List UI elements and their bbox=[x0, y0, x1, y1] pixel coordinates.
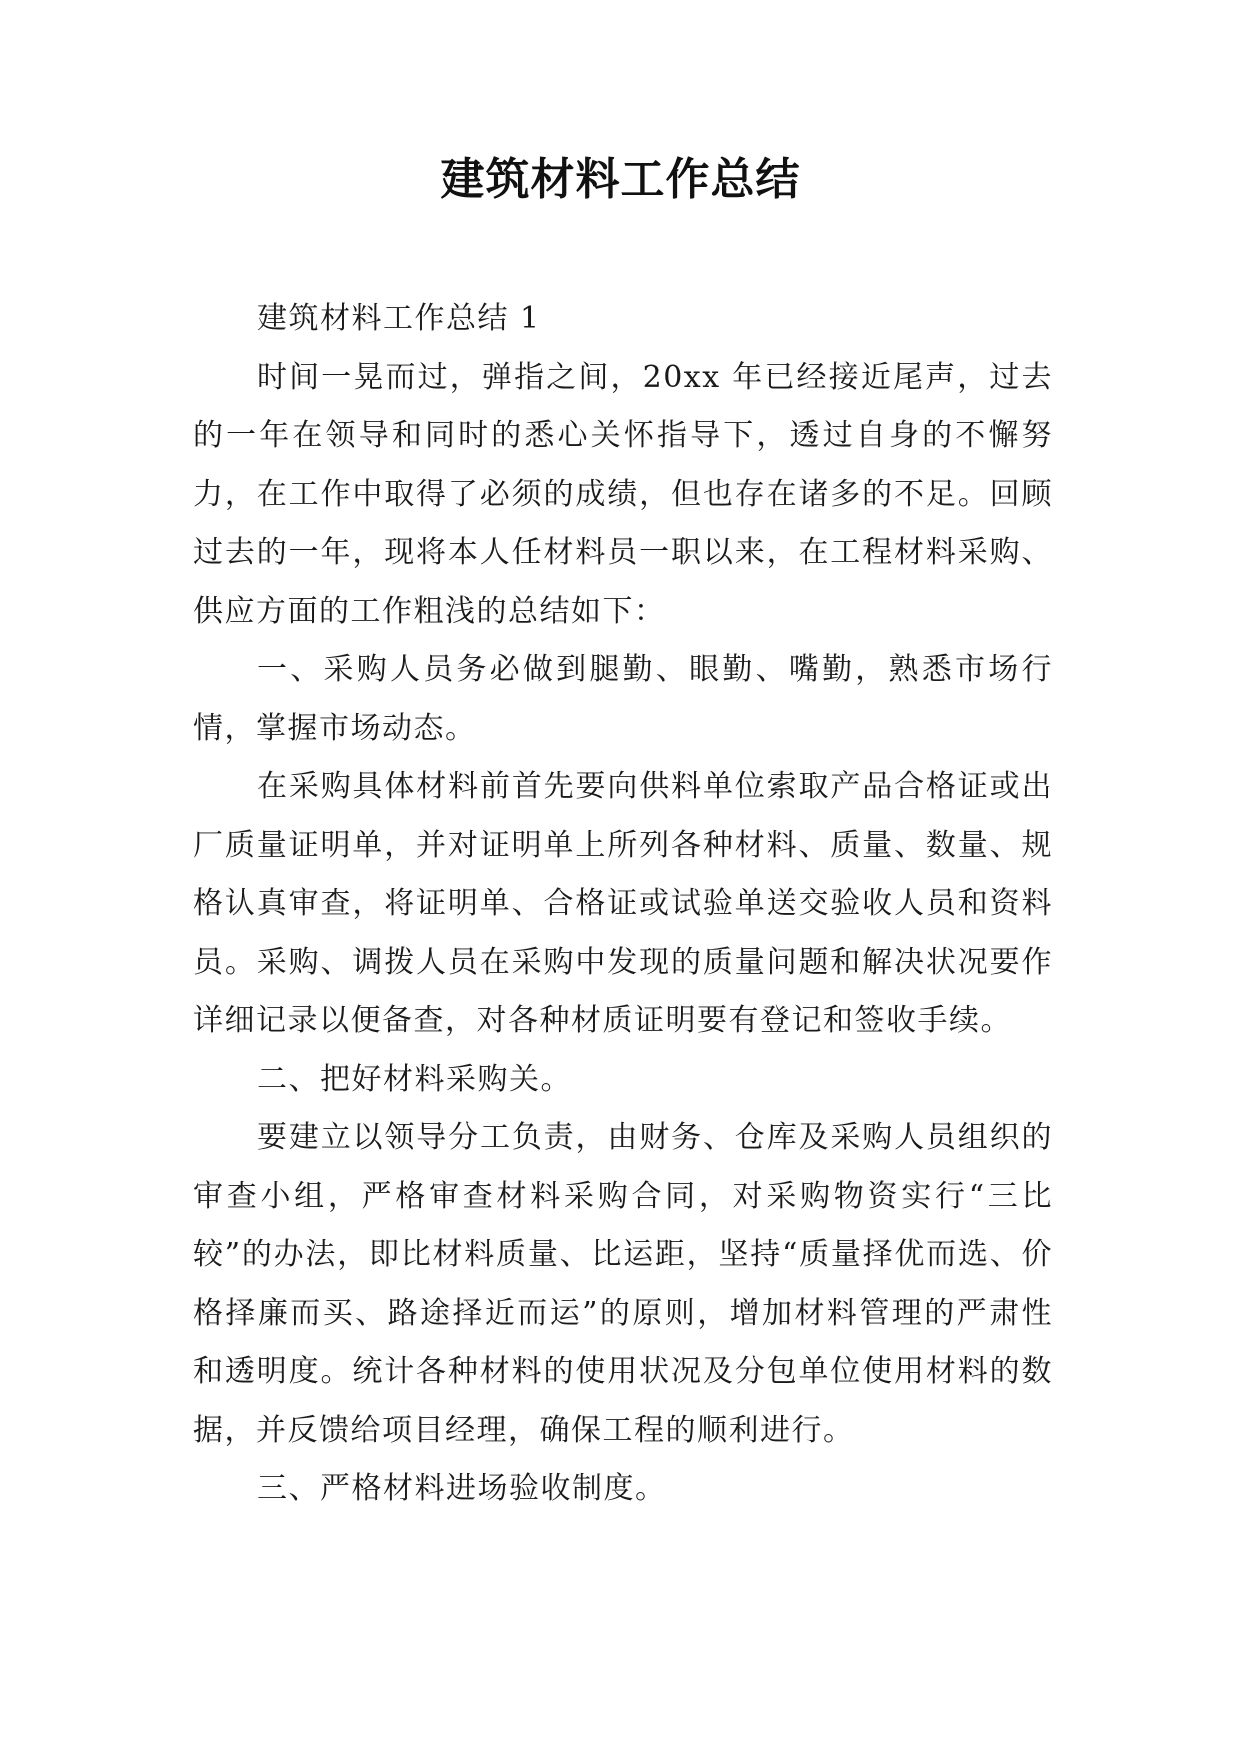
paragraph-section-1: 在采购具体材料前首先要向供料单位索取产品合格证或出厂质量证明单，并对证明单上所列各种材料、质量、数量、规格认真审查，将证明单、合格证或试验单送交验收人员和资料员。采购、调拨人员在采购中发现的质量问题和解决状况要作详细记录以便备查，对各种材质证明要有登记和签收手续。 bbox=[193, 769, 1053, 1038]
document-title: 建筑材料工作总结 bbox=[440, 154, 801, 205]
section-heading-1: 一、采购人员务必做到腿勤、眼勤、嘴勤，熟悉市场行情，掌握市场动态。 bbox=[193, 652, 1053, 746]
section-heading-3: 三、严格材料进场验收制度。 bbox=[257, 1471, 667, 1506]
section-heading-2: 二、把好材料采购关。 bbox=[257, 1061, 572, 1097]
document-body bbox=[193, 290, 1053, 1519]
paragraph-subtitle: 建筑材料工作总结 1 bbox=[257, 301, 541, 336]
paragraph-section-2: 要建立以领导分工负责，由财务、仓库及采购人员组织的审查小组，严格审查材料采购合同，对采购物资实行“三比较”的办法，即比材料质量、比运距，坚持“质量择优而选、价格择廉而买、路途择近而运”的原则，增加材料管理的严肃性和透明度。统计各种材料的使用状况及分包单位使用材料的数据，并反馈给项目经理，确保工程的顺利进行。 bbox=[193, 1120, 1053, 1448]
paragraph-intro: 时间一晃而过，弹指之间，20xx 年已经接近尾声，过去的一年在领导和同时的悉心关怀指导下，透过自身的不懈努力，在工作中取得了必须的成绩，但也存在诸多的不足。回顾过去的一年，现将本人任材料员一职以来，在工程材料采购、供应方面的工作粗浅的总结如下： bbox=[193, 359, 1053, 629]
